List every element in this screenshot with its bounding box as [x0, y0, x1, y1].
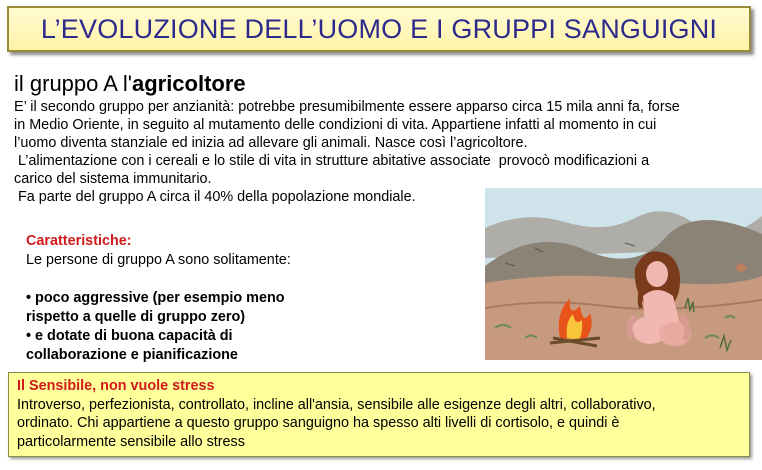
title-banner: [7, 6, 751, 52]
intro-line: in Medio Oriente, in seguito al mutamento delle condizioni di vita. Appartiene infatti al momento in cui: [14, 117, 657, 133]
intro-line: L’alimentazione con i cereali e lo stile di vita in strutture abitative associate provocò modificazioni a: [14, 153, 650, 169]
page-title: L’EVOLUZIONE DELL’UOMO E I GRUPPI SANGUIGNI: [40, 13, 718, 44]
characteristics-block: [26, 232, 346, 365]
intro-line: E’ il secondo gruppo per anzianità: potrebbe presumibilmente essere apparso circa 15 mila anni fa, forse: [14, 99, 680, 115]
stress-line: Introverso, perfezionista, controllato, incline all'ansia, sensibile alle esigenze degli altri, collaborativo,: [17, 396, 656, 413]
characteristics-heading: Caratteristiche:: [26, 233, 132, 249]
stress-heading: Il Sensibile, non vuole stress: [17, 378, 215, 394]
spacer: [26, 270, 346, 289]
caveman-illustration: [485, 188, 762, 360]
characteristic-item: • poco aggressive (per esempio meno: [26, 290, 285, 306]
stress-line: ordinato. Chi appartiene a questo gruppo sanguigno ha spesso alti livelli di cortisolo, e quindi è: [17, 415, 620, 431]
intro-line: carico del sistema immunitario.: [14, 171, 212, 187]
section-subtitle: [14, 71, 246, 97]
subtitle-prefix: il gruppo A l': [14, 71, 132, 96]
characteristic-item: • e dotate di buona capacità di: [26, 328, 233, 344]
intro-line: Fa parte del gruppo A circa il 40% della popolazione mondiale.: [14, 189, 416, 205]
characteristic-item: collaborazione e pianificazione: [26, 347, 238, 363]
stress-line: particolarmente sensibile allo stress: [17, 433, 245, 450]
caveman-by-fire-drawing-icon: [485, 188, 762, 360]
subtitle-bold: agricoltore: [131, 71, 246, 96]
characteristic-item: rispetto a quelle di gruppo zero): [26, 309, 246, 325]
characteristics-intro: Le persone di gruppo A sono solitamente:: [26, 252, 291, 268]
stress-callout: [8, 372, 750, 457]
intro-line: l’uomo diventa stanziale ed inizia ad allevare gli animali. Nasce così l’agricoltore.: [14, 135, 528, 151]
